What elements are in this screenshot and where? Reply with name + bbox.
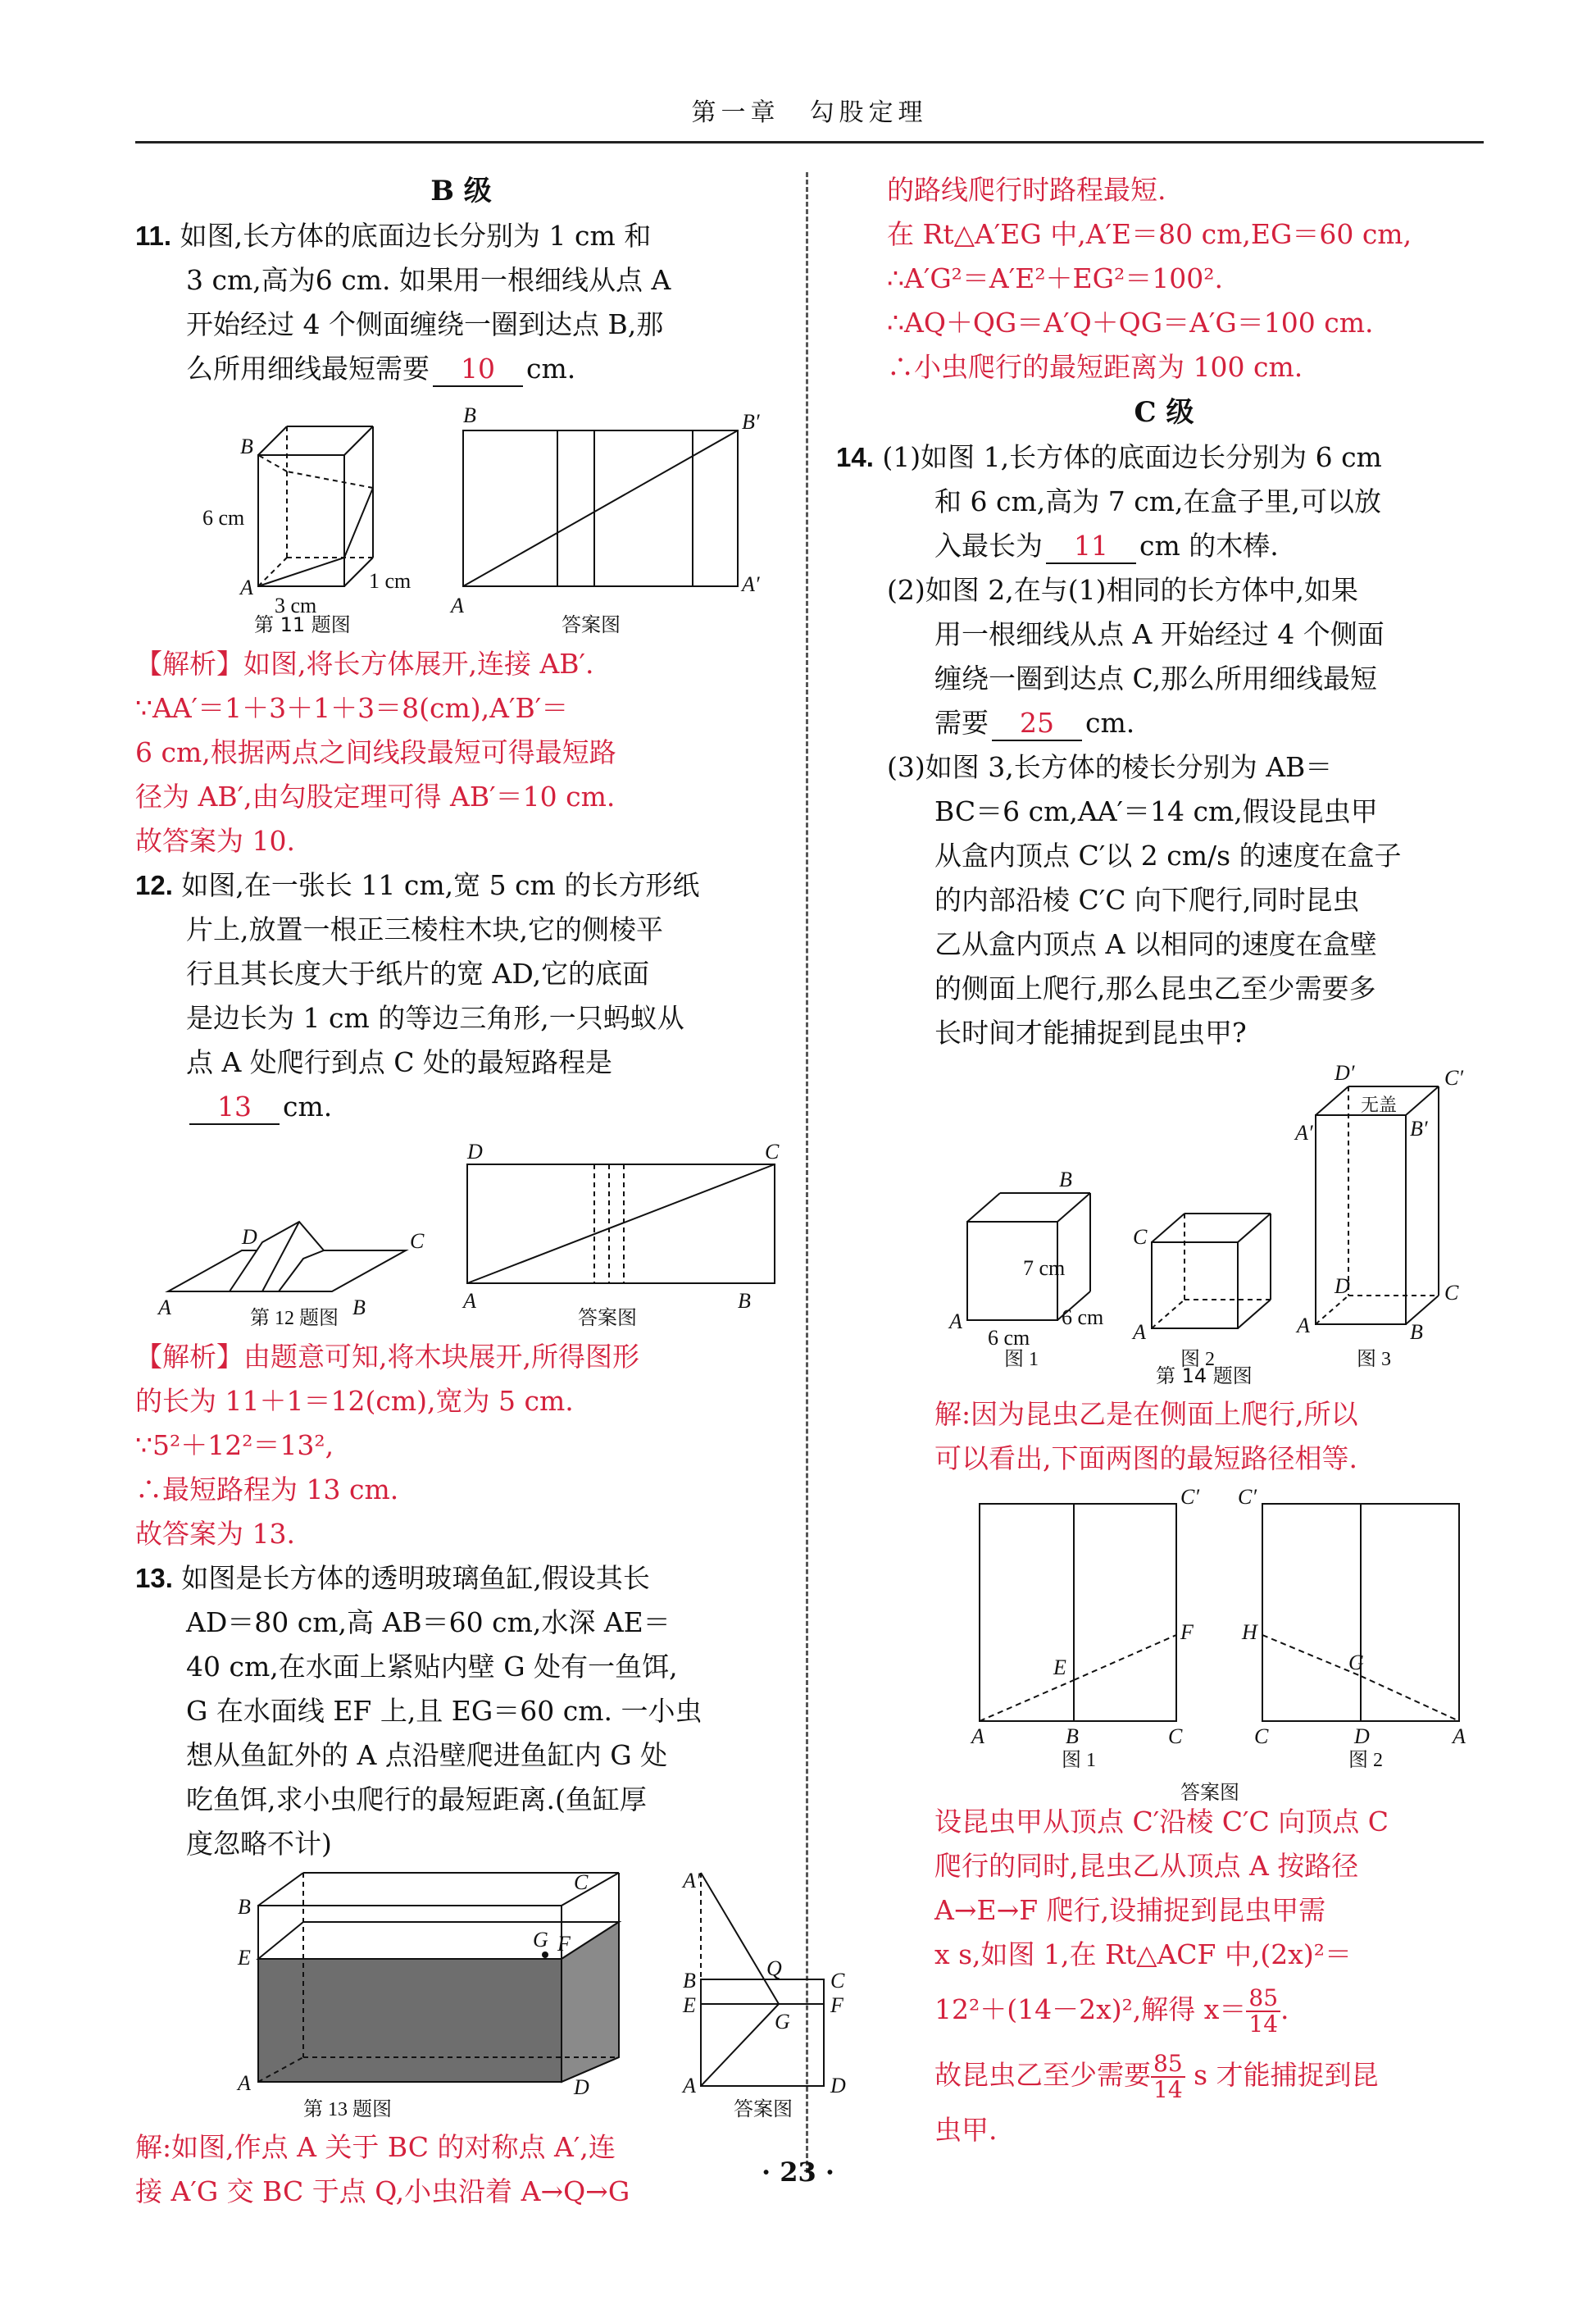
q13-ans-label-b: B: [683, 1969, 696, 1992]
q14-f3-label-b: B: [1410, 1320, 1423, 1344]
q13-ans-label-g: G: [775, 2010, 790, 2033]
q11-solution-5: 故答案为 10.: [135, 825, 295, 857]
q14-solution-e: 虫甲.: [934, 2114, 998, 2146]
q14-solution-a1: 解:因为昆虫乙是在侧面上爬行,所以: [934, 1398, 1358, 1430]
q14-p1d: cm 的木棒.: [1139, 530, 1279, 562]
q14-p3-4: 的内部沿棱 C′C 向下爬行,同时昆虫: [934, 884, 1360, 916]
q11-figures: [135, 398, 787, 635]
q14-solution-d-post: s 才能捕捉到昆: [1194, 2059, 1379, 2091]
q14-p2b: 用一根细线从点 A 开始经过 4 个侧面: [934, 618, 1385, 650]
q14-caption: 第 14 题图: [1156, 1364, 1253, 1387]
q13-label-g: G: [533, 1928, 548, 1951]
q14-solution-c: [836, 1977, 1492, 2043]
q14-solution-b1: 设昆虫甲从顶点 C′沿棱 C′C 向顶点 C: [934, 1806, 1389, 1838]
q13-ans-label-e: E: [683, 1993, 696, 2017]
q12-ans-label-c: C: [765, 1140, 780, 1164]
q13-solution-3: 的路线爬行时路程最短.: [887, 174, 1166, 206]
q11-solution-2: ∵AA′＝1＋3＋1＋3＝8(cm),A′B′＝: [135, 692, 569, 724]
q12-text-1: 如图,在一张长 11 cm,宽 5 cm 的长方形纸: [181, 869, 700, 901]
q13-diagram: [135, 1869, 846, 2120]
q13-ans-label-c: C: [830, 1969, 845, 1992]
q13-label-e: E: [238, 1946, 251, 1970]
q14-p1c: 入最长为: [934, 530, 1043, 562]
q13-figures: [135, 1869, 846, 2120]
q12-answer-caption: 答案图: [578, 1308, 637, 1329]
q12-text-4: 是边长为 1 cm 的等边三角形,一只蚂蚁从: [186, 1002, 684, 1034]
q11-line4: [135, 347, 787, 391]
q13-text-7: 度忽略不计): [186, 1828, 332, 1860]
q13-answer-caption: 答案图: [734, 2099, 793, 2120]
q14-f1-height: 7 cm: [1023, 1256, 1066, 1280]
q12-ans-label-b: B: [738, 1289, 751, 1313]
q13-solution-7: ∴小虫爬行的最短距离为 100 cm.: [887, 351, 1303, 383]
q14-answer-diagram: [836, 1487, 1492, 1770]
q14-f3-label-c2: C′: [1444, 1066, 1464, 1090]
q11-text-d: 么所用细线最短需要: [186, 353, 430, 385]
q14-solution-c-pre: 12²＋(14－2x)²,解得 x＝: [934, 1993, 1247, 2025]
q11-label-a: A: [240, 576, 253, 599]
q12-solution-4: ∴最短路程为 13 cm.: [135, 1473, 399, 1505]
q14-f3-label-a: A: [1297, 1314, 1310, 1337]
q14-f3-label-d: D: [1335, 1274, 1350, 1298]
q12-diagram: [135, 1136, 787, 1328]
q14-figures: [836, 1061, 1492, 1387]
q14-p2e: cm.: [1085, 707, 1135, 739]
q13-ans-label-a2: A′: [683, 1869, 701, 1892]
q14-answer-figures: [836, 1485, 1492, 1804]
q14-ans1-label-c: C: [1168, 1724, 1183, 1748]
q11-line1: [135, 214, 787, 258]
q13-label-d: D: [574, 2075, 589, 2099]
q13-solution-5: ∴A′G²＝A′E²＋EG²＝100².: [887, 262, 1223, 294]
q14-p3-1: (3)如图 3,长方体的棱长分别为 AB＝: [887, 751, 1333, 783]
q14-solution-b3: A→E→F 爬行,设捕捉到昆虫甲需: [934, 1894, 1326, 1926]
q13-solution-1: 解:如图,作点 A 关于 BC 的对称点 A′,连: [135, 2131, 616, 2163]
q14-solution-b2: 爬行的同时,昆虫乙从顶点 A 按路径: [934, 1850, 1359, 1882]
q14-ans2-label-a: A: [1453, 1724, 1466, 1748]
q12-answer: 13: [189, 1091, 280, 1125]
q14-frac1-num: 85: [1246, 1986, 1280, 2012]
q11-solution-4: 径为 AB′,由勾股定理可得 AB′＝10 cm.: [135, 781, 616, 813]
q14-frac2-num: 85: [1151, 2052, 1185, 2078]
q14-frac1-den: 14: [1248, 2011, 1279, 2038]
q11-text-b: 3 cm,高为6 cm. 如果用一根细线从点 A: [186, 264, 671, 296]
q12-solution-5: 故答案为 13.: [135, 1518, 295, 1550]
q12-label-a: A: [158, 1296, 171, 1319]
q14-ans1-label-c2: C′: [1180, 1485, 1200, 1509]
q12-number: 12.: [135, 870, 173, 900]
q11-text-a: 如图,长方体的底面边长分别为 1 cm 和: [180, 220, 652, 252]
q14-f2-label-a: A: [1133, 1320, 1146, 1344]
q14-f1-width: 6 cm: [988, 1326, 1030, 1350]
q14-ans1-label-b: B: [1066, 1724, 1079, 1748]
q11-label-depth: 1 cm: [369, 569, 412, 593]
q14-p3-3: 从盒内顶点 C′以 2 cm/s 的速度在盒子: [934, 840, 1402, 872]
q14-p3-7: 长时间才能捕捉到昆虫甲?: [934, 1017, 1247, 1049]
q14-solution-c-post: .: [1280, 1993, 1289, 2025]
q14-p1-line3: [836, 524, 1492, 568]
q13-text-3: 40 cm,在水面上紧贴内壁 G 处有一鱼饵,: [186, 1651, 678, 1683]
q11-diagram: [135, 398, 787, 635]
q12-ans-label-d: D: [467, 1140, 483, 1164]
q14-fig1-caption: 图 1: [1004, 1349, 1039, 1370]
q13-label-f: F: [557, 1932, 571, 1956]
q11-answer: 10: [433, 353, 523, 387]
q13-label-a: A: [238, 2071, 251, 2095]
q14-p2-line4: [836, 701, 1492, 745]
q14-answer-2: 25: [992, 707, 1082, 741]
q14-fig3-caption: 图 3: [1357, 1349, 1391, 1370]
q13-text-6: 吃鱼饵,求小虫爬行的最短距离.(鱼缸厚: [186, 1783, 647, 1815]
q13-solution-2: 接 A′G 交 BC 于点 Q,小虫沿着 A→Q→G: [135, 2175, 630, 2207]
q12-label-c: C: [410, 1229, 425, 1253]
q14-solution-a2: 可以看出,下面两图的最短路径相等.: [934, 1442, 1357, 1474]
q12-ans-label-a: A: [463, 1289, 476, 1313]
q13-number: 13.: [135, 1563, 173, 1593]
q11-number: 11.: [135, 221, 172, 251]
q14-frac2-den: 14: [1153, 2076, 1183, 2103]
q11-text-c: 开始经过 4 个侧面缠绕一圈到达点 B,那: [186, 308, 664, 340]
q14-p2d: 需要: [934, 707, 989, 739]
q14-f3-no-cover: 无盖: [1361, 1095, 1398, 1115]
q12-label-b: B: [352, 1296, 366, 1319]
q11-unit: cm.: [526, 353, 576, 385]
column-divider: [806, 172, 808, 2173]
q12-text-3: 行且其长度大于纸片的宽 AD,它的底面: [186, 958, 650, 990]
q11-ans-label-a: A: [451, 594, 464, 617]
q12-text-5: 点 A 处爬行到点 C 处的最短路程是: [186, 1046, 613, 1078]
q14-f3-label-c: C: [1444, 1281, 1459, 1305]
q14-f1-depth: 6 cm: [1062, 1305, 1104, 1329]
q14-ans2-label-c2: C′: [1238, 1485, 1257, 1509]
q14-ans1-label-a: A: [971, 1724, 984, 1748]
right-column: [836, 168, 1492, 2152]
q14-ans1-label-e: E: [1053, 1655, 1066, 1679]
q14-ans1-label-f: F: [1180, 1620, 1194, 1644]
q11-answer-caption: 答案图: [562, 613, 621, 636]
q12-solution-3: ∵5²＋12²＝13²,: [135, 1429, 334, 1461]
q14-fraction-1: [1246, 1986, 1280, 2037]
q14-diagram: [836, 1062, 1492, 1378]
q14-p2c: 缠绕一圈到达点 C,那么所用细线最短: [934, 663, 1378, 695]
q13-text-2: AD＝80 cm,高 AB＝60 cm,水深 AE＝: [186, 1606, 671, 1638]
page-header: 第一章 勾股定理: [691, 98, 928, 127]
q14-answer-caption: 答案图: [1180, 1781, 1239, 1804]
q13-line1: [135, 1556, 787, 1601]
q12-unit: cm.: [283, 1091, 333, 1123]
q14-f3-label-d2: D′: [1335, 1061, 1355, 1085]
q11-caption: 第 11 题图: [254, 613, 351, 636]
q14-f3-label-b2: B′: [1410, 1117, 1428, 1141]
q14-f2-label-c: C: [1133, 1225, 1148, 1249]
q14-p3-2: BC＝6 cm,AA′＝14 cm,假设昆虫甲: [934, 795, 1378, 827]
q14-p1a: (1)如图 1,长方体的底面边长分别为 6 cm: [882, 441, 1382, 473]
q12-line1: [135, 863, 787, 908]
q14-ans2-label-g: G: [1348, 1651, 1364, 1674]
q13-label-b: B: [238, 1895, 251, 1919]
q14-p3-5: 乙从盒内顶点 A 以相同的速度在盒壁: [934, 928, 1377, 960]
q14-answer-1: 11: [1046, 530, 1136, 564]
q11-ans-label-a2: A′: [742, 572, 760, 596]
q14-ans-fig1-caption: 图 1: [1062, 1750, 1096, 1771]
q11-label-b: B: [240, 435, 253, 458]
q14-ans2-label-h: H: [1242, 1620, 1257, 1644]
q11-label-height: 6 cm: [202, 506, 245, 530]
q12-solution-2: 的长为 11＋1＝12(cm),宽为 5 cm.: [135, 1385, 574, 1417]
q13-text-4: G 在水面线 EF 上,且 EG＝60 cm. 一小虫: [186, 1695, 703, 1727]
q13-ans-label-q: Q: [766, 1956, 782, 1980]
q13-text-1: 如图是长方体的透明玻璃鱼缸,假设其长: [181, 1562, 650, 1594]
q14-f1-label-b: B: [1059, 1168, 1072, 1191]
q14-solution-d: [836, 2043, 1492, 2108]
header-rule: [135, 141, 1484, 143]
q12-label-d: D: [242, 1225, 257, 1249]
q14-p2a: (2)如图 2,在与(1)相同的长方体中,如果: [887, 574, 1358, 606]
q11-ans-label-b2: B′: [742, 410, 760, 434]
q14-solution-d-pre: 故昆虫乙至少需要: [934, 2059, 1151, 2091]
q12-text-2: 片上,放置一根正三棱柱木块,它的侧棱平: [186, 913, 663, 945]
page-number: · 23 ·: [761, 2156, 835, 2188]
q14-ans-fig2-caption: 图 2: [1348, 1750, 1383, 1771]
q13-solution-4: 在 Rt△A′EG 中,A′E＝80 cm,EG＝60 cm,: [887, 218, 1412, 250]
q11-solution-3: 6 cm,根据两点之间线段最短可得最短路: [135, 736, 616, 768]
q14-ans2-label-d: D: [1354, 1724, 1370, 1748]
q11-solution-1: 【解析】如图,将长方体展开,连接 AB′.: [135, 648, 594, 680]
q13-bait-dot: [542, 1951, 548, 1958]
q13-ans-label-a: A: [683, 2074, 696, 2097]
q14-solution-b4: x s,如图 1,在 Rt△ACF 中,(2x)²＝: [934, 1938, 1353, 1970]
q12-answer-line: [135, 1085, 787, 1129]
q14-p1b: 和 6 cm,高为 7 cm,在盒子里,可以放: [934, 485, 1381, 517]
q14-f1-label-a: A: [949, 1309, 962, 1333]
q12-solution-1: 【解析】由题意可知,将木块展开,所得图形: [135, 1341, 639, 1373]
q14-line1: [836, 435, 1492, 480]
level-c-heading: C 级: [1134, 396, 1194, 429]
q14-f3-label-a2: A′: [1295, 1121, 1313, 1145]
q11-label-width: 3 cm: [275, 594, 317, 617]
q13-solution-6: ∴AQ＋QG＝A′Q＋QG＝A′G＝100 cm.: [887, 307, 1374, 339]
q13-caption: 第 13 题图: [303, 2099, 392, 2120]
q13-label-c: C: [574, 1870, 589, 1894]
q14-p3-6: 的侧面上爬行,那么昆虫乙至少需要多: [934, 972, 1376, 1004]
q14-fig2-caption: 图 2: [1180, 1349, 1215, 1370]
q11-ans-label-b: B: [463, 403, 476, 427]
q14-ans2-label-c: C: [1254, 1724, 1269, 1748]
q12-figures: [135, 1136, 787, 1328]
q12-caption: 第 12 题图: [250, 1308, 339, 1329]
q13-text-5: 想从鱼缸外的 A 点沿壁爬进鱼缸内 G 处: [186, 1739, 668, 1771]
q13-ans-label-f: F: [830, 1993, 843, 2017]
q13-ans-label-d: D: [830, 2074, 846, 2097]
q14-fraction-2: [1151, 2052, 1185, 2102]
q14-number: 14.: [836, 442, 874, 472]
level-b-heading: B 级: [430, 175, 492, 207]
